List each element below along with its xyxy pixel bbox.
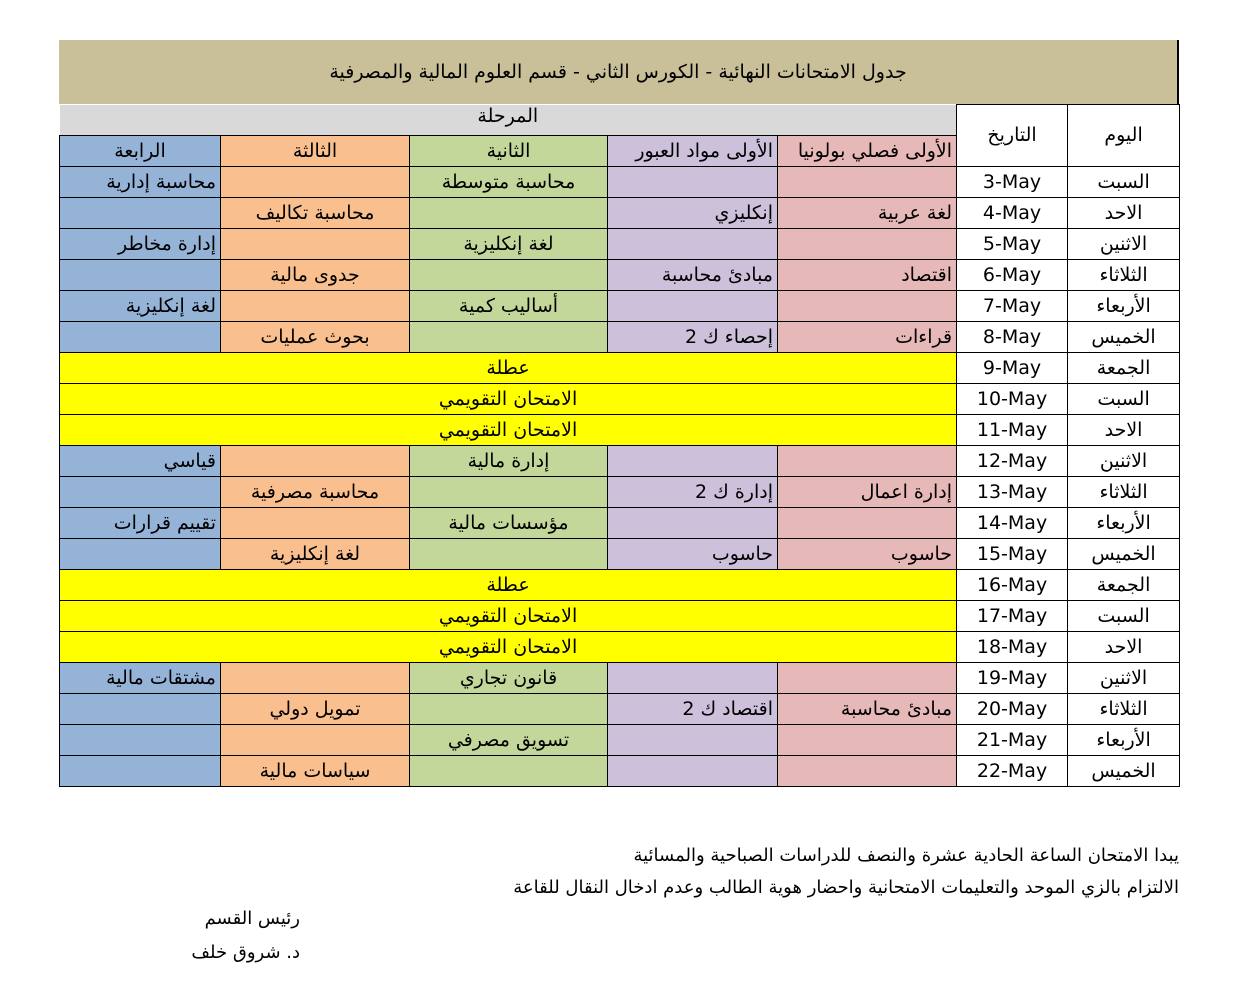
day-cell: الجمعة	[1068, 352, 1180, 383]
stage-4-cell	[60, 321, 221, 352]
day-header: اليوم	[1068, 105, 1180, 167]
stage-2-cell	[410, 538, 608, 569]
day-cell: الأربعاء	[1068, 724, 1180, 755]
stage-3-cell	[221, 724, 410, 755]
table-row	[60, 755, 1180, 786]
date-cell: 5-May	[957, 228, 1068, 259]
stage-3-cell: بحوث عمليات	[221, 321, 410, 352]
holiday-cell: الامتحان التقويمي	[60, 383, 957, 414]
stage-1-bologna-cell	[778, 166, 957, 197]
stage-4-cell: محاسبة إدارية	[60, 166, 221, 197]
stage-2-cell: قانون تجاري	[410, 662, 608, 693]
stage-4-cell	[60, 259, 221, 290]
date-header: التاريخ	[957, 105, 1068, 167]
date-cell: 22-May	[957, 755, 1068, 786]
date-cell: 12-May	[957, 445, 1068, 476]
stage-1-transit-cell: إدارة ك 2	[608, 476, 778, 507]
day-cell: الجمعة	[1068, 569, 1180, 600]
date-cell: 9-May	[957, 352, 1068, 383]
stage-3-cell	[221, 662, 410, 693]
day-cell: الأربعاء	[1068, 290, 1180, 321]
stage-2-cell: إدارة مالية	[410, 445, 608, 476]
day-cell: الثلاثاء	[1068, 476, 1180, 507]
stage-2-cell	[410, 755, 608, 786]
stage-2-cell	[410, 476, 608, 507]
date-cell: 11-May	[957, 414, 1068, 445]
stage-1-bologna-header: الأولى فصلي بولونيا	[778, 135, 957, 166]
stage-3-header: الثالثة	[221, 135, 410, 166]
stage-4-cell	[60, 724, 221, 755]
date-cell: 4-May	[957, 197, 1068, 228]
table-row	[60, 383, 1180, 414]
date-cell: 19-May	[957, 662, 1068, 693]
stage-1-bologna-cell	[778, 228, 957, 259]
stage-2-cell: أساليب كمية	[410, 290, 608, 321]
stage-1-transit-cell: مبادئ محاسبة	[608, 259, 778, 290]
table-row	[60, 569, 1180, 600]
stage-1-transit-cell	[608, 724, 778, 755]
day-cell: الاثنين	[1068, 445, 1180, 476]
stage-3-cell	[221, 445, 410, 476]
stage-1-transit-cell	[608, 662, 778, 693]
stage-1-transit-cell	[608, 290, 778, 321]
stage-3-cell	[221, 507, 410, 538]
stage-3-cell: سياسات مالية	[221, 755, 410, 786]
day-cell: الخميس	[1068, 538, 1180, 569]
day-cell: الاحد	[1068, 631, 1180, 662]
table-row	[60, 476, 1180, 507]
stage-4-cell: لغة إنكليزية	[60, 290, 221, 321]
day-cell: الخميس	[1068, 321, 1180, 352]
table-row	[60, 662, 1180, 693]
table-row	[60, 724, 1180, 755]
stage-1-transit-cell	[608, 755, 778, 786]
table-row	[60, 693, 1180, 724]
stage-header: المرحلة	[60, 105, 957, 136]
exam-schedule-sheet	[59, 40, 1179, 787]
stage-2-cell: مؤسسات مالية	[410, 507, 608, 538]
table-row	[60, 321, 1180, 352]
signature-role: رئيس القسم	[204, 908, 300, 929]
stage-1-transit-header: الأولى مواد العبور	[608, 135, 778, 166]
stage-1-transit-cell	[608, 228, 778, 259]
date-cell: 21-May	[957, 724, 1068, 755]
table-row	[60, 445, 1180, 476]
stage-4-cell	[60, 197, 221, 228]
stage-4-cell	[60, 476, 221, 507]
stage-1-transit-cell	[608, 166, 778, 197]
date-cell: 13-May	[957, 476, 1068, 507]
day-cell: الاثنين	[1068, 228, 1180, 259]
stage-1-bologna-cell	[778, 724, 957, 755]
table-row	[60, 538, 1180, 569]
stage-2-cell	[410, 259, 608, 290]
stage-1-transit-cell	[608, 507, 778, 538]
date-cell: 18-May	[957, 631, 1068, 662]
stage-1-bologna-cell	[778, 290, 957, 321]
stage-1-bologna-cell	[778, 662, 957, 693]
day-cell: السبت	[1068, 600, 1180, 631]
stage-2-cell: لغة إنكليزية	[410, 228, 608, 259]
table-row	[60, 414, 1180, 445]
day-cell: السبت	[1068, 383, 1180, 414]
table-row	[60, 259, 1180, 290]
stage-4-cell	[60, 538, 221, 569]
stage-1-bologna-cell: اقتصاد	[778, 259, 957, 290]
date-cell: 20-May	[957, 693, 1068, 724]
holiday-cell: عطلة	[60, 569, 957, 600]
schedule-table	[59, 104, 1180, 787]
stage-4-cell	[60, 755, 221, 786]
stage-2-cell: محاسبة متوسطة	[410, 166, 608, 197]
day-cell: الأربعاء	[1068, 507, 1180, 538]
stage-2-cell	[410, 197, 608, 228]
stage-3-cell: محاسبة تكاليف	[221, 197, 410, 228]
date-cell: 7-May	[957, 290, 1068, 321]
stage-2-cell: تسويق مصرفي	[410, 724, 608, 755]
date-cell: 8-May	[957, 321, 1068, 352]
day-cell: الاحد	[1068, 414, 1180, 445]
signature-block	[160, 902, 300, 970]
table-row	[60, 352, 1180, 383]
day-cell: الثلاثاء	[1068, 693, 1180, 724]
note-start-time: يبدا الامتحان الساعة الحادية عشرة والنصف للدراسات الصباحية والمسائية	[633, 845, 1179, 866]
stage-1-bologna-cell	[778, 445, 957, 476]
stage-3-cell	[221, 290, 410, 321]
holiday-cell: الامتحان التقويمي	[60, 631, 957, 662]
table-row	[60, 600, 1180, 631]
table-row	[60, 290, 1180, 321]
holiday-cell: عطلة	[60, 352, 957, 383]
stage-3-cell	[221, 228, 410, 259]
date-cell: 16-May	[957, 569, 1068, 600]
date-cell: 10-May	[957, 383, 1068, 414]
stage-3-cell: تمويل دولي	[221, 693, 410, 724]
table-row	[60, 166, 1180, 197]
table-row	[60, 228, 1180, 259]
stage-4-header: الرابعة	[60, 135, 221, 166]
stage-1-bologna-cell: قراءات	[778, 321, 957, 352]
day-cell: الاحد	[1068, 197, 1180, 228]
stage-4-cell: تقييم قرارات	[60, 507, 221, 538]
day-cell: الثلاثاء	[1068, 259, 1180, 290]
stage-1-bologna-cell: لغة عربية	[778, 197, 957, 228]
date-cell: 3-May	[957, 166, 1068, 197]
stage-2-cell	[410, 321, 608, 352]
stage-1-transit-cell: اقتصاد ك 2	[608, 693, 778, 724]
stage-1-transit-cell: إحصاء ك 2	[608, 321, 778, 352]
date-cell: 15-May	[957, 538, 1068, 569]
stage-3-cell: محاسبة مصرفية	[221, 476, 410, 507]
stage-4-cell: قياسي	[60, 445, 221, 476]
stage-1-bologna-cell	[778, 755, 957, 786]
date-cell: 6-May	[957, 259, 1068, 290]
stage-3-cell: جدوى مالية	[221, 259, 410, 290]
stage-header-row	[60, 105, 1180, 136]
day-cell: الاثنين	[1068, 662, 1180, 693]
signature-name: د. شروق خلف	[191, 942, 300, 963]
stage-1-bologna-cell	[778, 507, 957, 538]
stage-1-transit-cell: إنكليزي	[608, 197, 778, 228]
stage-1-bologna-cell: حاسوب	[778, 538, 957, 569]
table-row	[60, 197, 1180, 228]
stage-2-header: الثانية	[410, 135, 608, 166]
stage-3-cell	[221, 166, 410, 197]
stage-1-bologna-cell: مبادئ محاسبة	[778, 693, 957, 724]
stage-2-cell	[410, 693, 608, 724]
note-rules: الالتزام بالزي الموحد والتعليمات الامتحانية واحضار هوية الطالب وعدم ادخال النقال للقاعة	[513, 877, 1179, 898]
stage-1-transit-cell: حاسوب	[608, 538, 778, 569]
stage-4-cell: إدارة مخاطر	[60, 228, 221, 259]
holiday-cell: الامتحان التقويمي	[60, 414, 957, 445]
stage-4-cell: مشتقات مالية	[60, 662, 221, 693]
date-cell: 14-May	[957, 507, 1068, 538]
stage-3-cell: لغة إنكليزية	[221, 538, 410, 569]
schedule-title: جدول الامتحانات النهائية - الكورس الثاني - قسم العلوم المالية والمصرفية	[59, 40, 1179, 104]
stage-1-transit-cell	[608, 445, 778, 476]
stage-4-cell	[60, 693, 221, 724]
day-cell: السبت	[1068, 166, 1180, 197]
holiday-cell: الامتحان التقويمي	[60, 600, 957, 631]
day-cell: الخميس	[1068, 755, 1180, 786]
table-row	[60, 631, 1180, 662]
table-row	[60, 507, 1180, 538]
date-cell: 17-May	[957, 600, 1068, 631]
exam-notes	[513, 840, 1179, 904]
stage-1-bologna-cell: إدارة اعمال	[778, 476, 957, 507]
